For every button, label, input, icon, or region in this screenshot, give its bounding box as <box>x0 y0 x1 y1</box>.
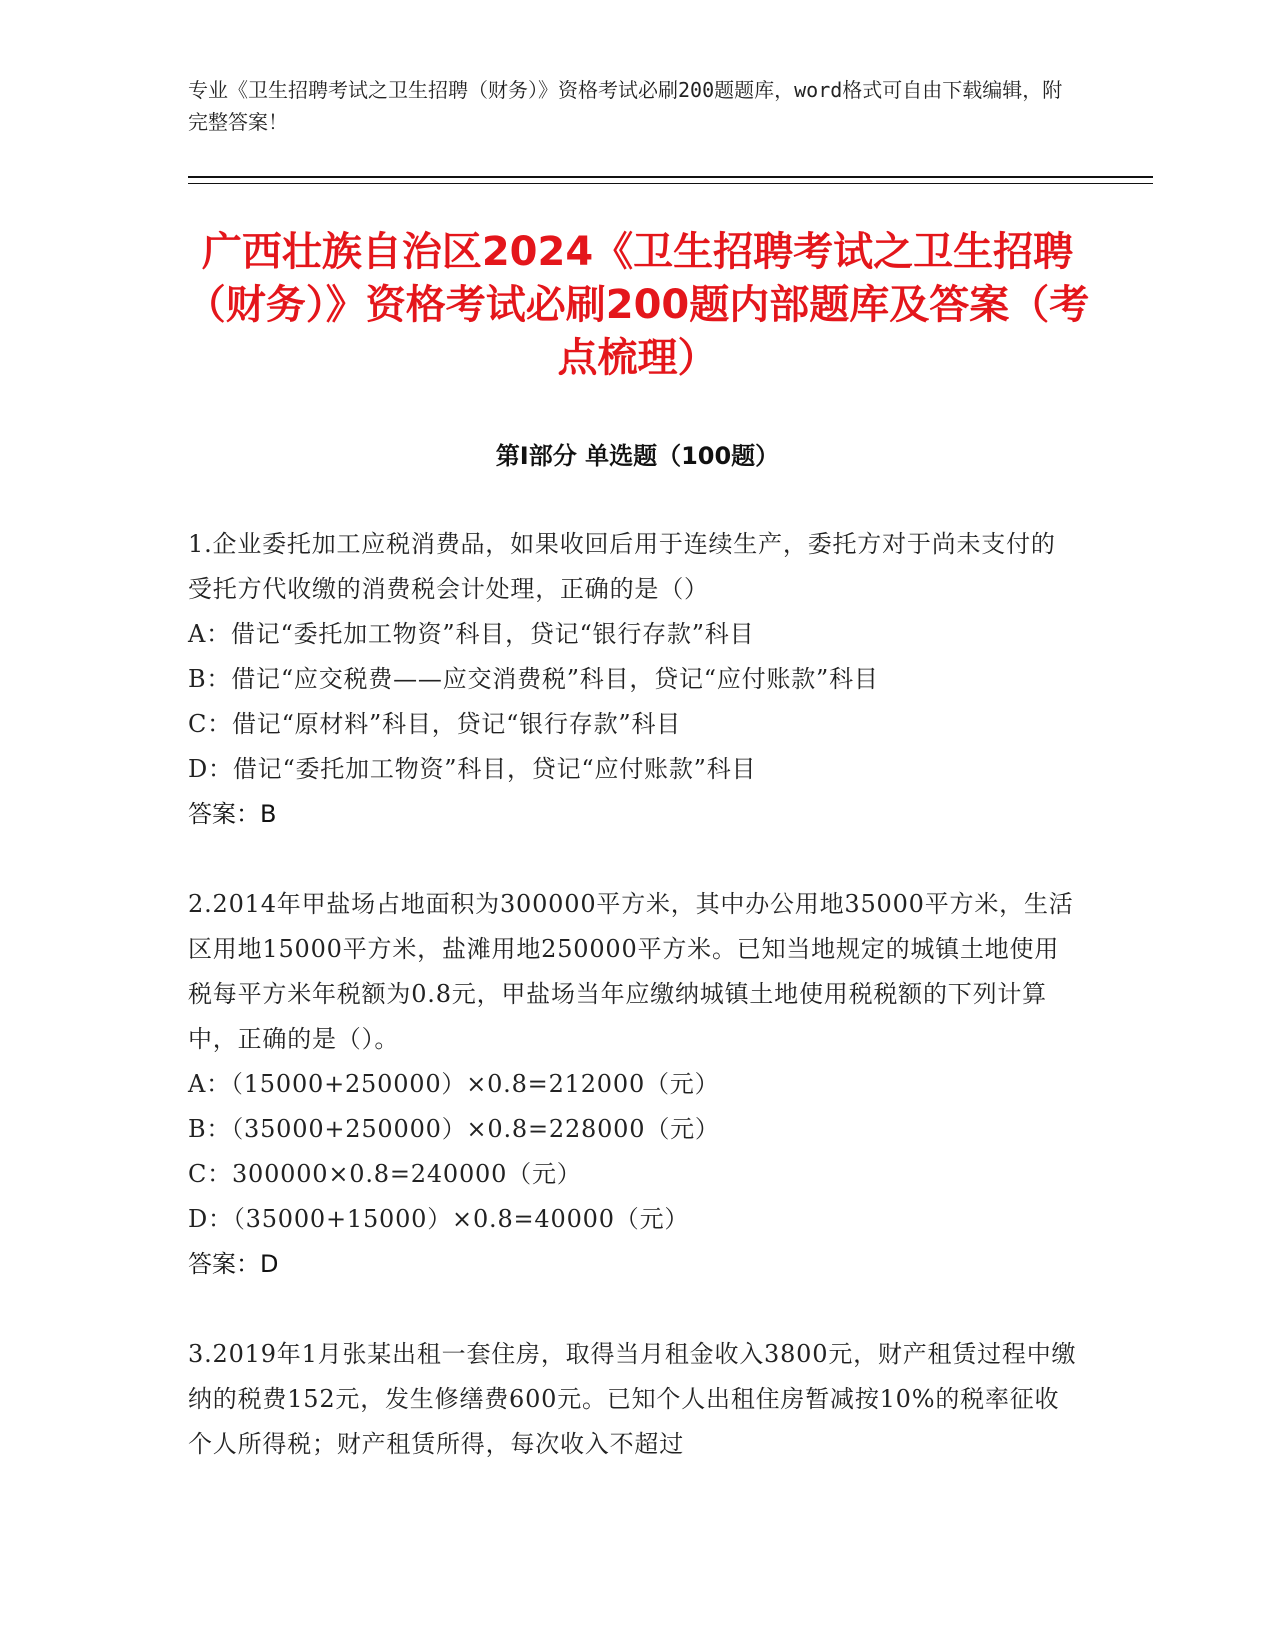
question-stem: 1.企业委托加工应税消费品，如果收回后用于连续生产，委托方对于尚未支付的受托方代收缴的消费税会计处理，正确的是（） <box>188 530 1056 603</box>
header-note: 专业《卫生招聘考试之卫生招聘（财务）》资格考试必刷200题题库，word格式可自由下载编辑，附完整答案！ <box>188 78 1063 134</box>
header-divider-thick <box>188 176 1153 178</box>
option-d: D：（35000+15000）×0.8=40000（元） <box>188 1205 690 1233</box>
answer-line: 答案：D <box>188 1250 279 1278</box>
option-a: A：（15000+250000）×0.8=212000（元） <box>188 1070 720 1098</box>
question-2 <box>188 882 1078 1287</box>
option-c: C：300000×0.8=240000（元） <box>188 1160 582 1188</box>
question-stem: 2.2014年甲盐场占地面积为300000平方米，其中办公用地35000平方米，生活区用地15000平方米，盐滩用地250000平方米。已知当地规定的城镇土地使用税每平方米年税额为0.8元，甲盐场当年应缴纳城镇土地使用税税额的下列计算中，正确的是（）。 <box>188 890 1074 1053</box>
option-c: C：借记“原材料”科目，贷记“银行存款”科目 <box>188 710 682 738</box>
option-b: B：（35000+250000）×0.8=228000（元） <box>188 1115 720 1143</box>
answer-line: 答案：B <box>188 800 277 828</box>
document-title: 广西壮族自治区2024《卫生招聘考试之卫生招聘（财务）》资格考试必刷200题内部题库及答案（考点梳理） <box>185 229 1090 381</box>
question-stem: 3.2019年1月张某出租一套住房，取得当月租金收入3800元，财产租赁过程中缴纳的税费152元，发生修缮费600元。已知个人出租住房暂减按10%的税率征收个人所得税；财产租赁所得，每次收入不超过 <box>188 1340 1077 1458</box>
question-3 <box>188 1332 1078 1467</box>
section-heading: 第Ⅰ部分 单选题（100题） <box>495 442 780 470</box>
header-divider-thin <box>188 183 1153 184</box>
option-d: D：借记“委托加工物资”科目，贷记“应付账款”科目 <box>188 755 757 783</box>
option-a: A：借记“委托加工物资”科目，贷记“银行存款”科目 <box>188 620 755 648</box>
option-b: B：借记“应交税费——应交消费税”科目，贷记“应付账款”科目 <box>188 665 879 693</box>
question-1 <box>188 522 1078 837</box>
